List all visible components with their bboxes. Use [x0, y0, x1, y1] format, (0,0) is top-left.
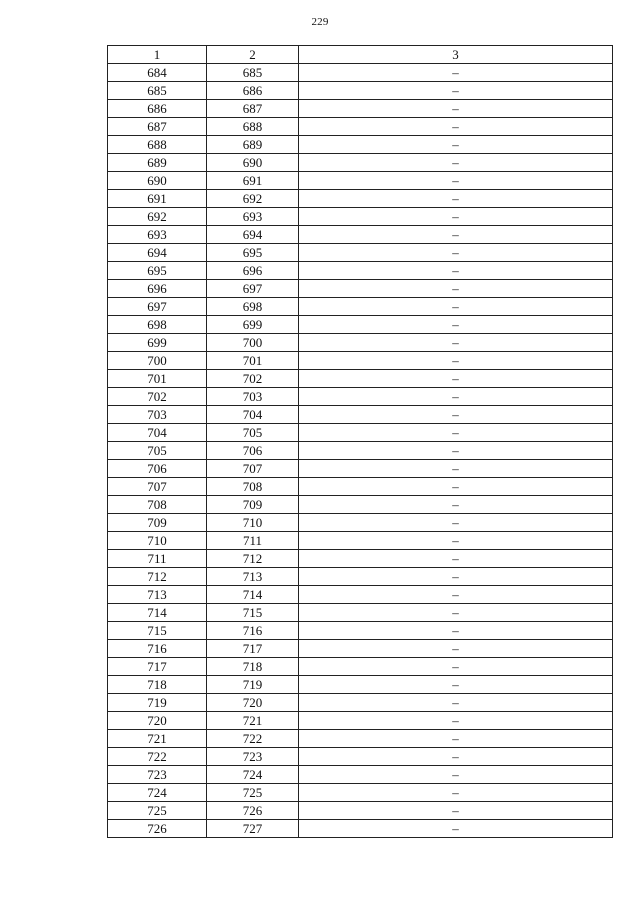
table-cell-col-1: 704 [108, 424, 207, 442]
table-cell-col-3: – [299, 748, 613, 766]
table-cell-col-2: 710 [207, 514, 299, 532]
table-cell-col-1: 686 [108, 100, 207, 118]
table-row [108, 388, 613, 406]
table-cell-col-3: – [299, 154, 613, 172]
table-cell-col-2: 699 [207, 316, 299, 334]
table-cell-col-1: 719 [108, 694, 207, 712]
table-cell-col-1: 717 [108, 658, 207, 676]
column-header-1: 1 [108, 46, 207, 64]
table-row [108, 820, 613, 838]
table-cell-col-2: 706 [207, 442, 299, 460]
table-cell-col-2: 725 [207, 784, 299, 802]
table-row [108, 298, 613, 316]
table-row [108, 604, 613, 622]
page-number: 229 [311, 16, 329, 28]
table-row [108, 100, 613, 118]
table-cell-col-3: – [299, 802, 613, 820]
table-cell-col-2: 720 [207, 694, 299, 712]
table-row [108, 370, 613, 388]
table-cell-col-3: – [299, 388, 613, 406]
table-cell-col-3: – [299, 262, 613, 280]
table-row [108, 586, 613, 604]
table-cell-col-2: 689 [207, 136, 299, 154]
table-cell-col-2: 690 [207, 154, 299, 172]
table-cell-col-2: 693 [207, 208, 299, 226]
table-cell-col-1: 725 [108, 802, 207, 820]
table-cell-col-1: 705 [108, 442, 207, 460]
table-cell-col-3: – [299, 406, 613, 424]
table-cell-col-3: – [299, 82, 613, 100]
table-cell-col-2: 713 [207, 568, 299, 586]
table-row [108, 316, 613, 334]
table-row [108, 658, 613, 676]
table-row [108, 208, 613, 226]
table-cell-col-1: 701 [108, 370, 207, 388]
table-cell-col-3: – [299, 136, 613, 154]
table-cell-col-1: 715 [108, 622, 207, 640]
header-row [108, 46, 613, 64]
table-cell-col-1: 713 [108, 586, 207, 604]
table-cell-col-2: 723 [207, 748, 299, 766]
table-cell-col-2: 692 [207, 190, 299, 208]
table-row [108, 622, 613, 640]
table-cell-col-3: – [299, 676, 613, 694]
table-cell-col-2: 688 [207, 118, 299, 136]
table-cell-col-3: – [299, 298, 613, 316]
table-cell-col-2: 727 [207, 820, 299, 838]
table-cell-col-3: – [299, 712, 613, 730]
table-cell-col-1: 726 [108, 820, 207, 838]
table-cell-col-3: – [299, 820, 613, 838]
table-cell-col-3: – [299, 478, 613, 496]
table-cell-col-1: 684 [108, 64, 207, 82]
table-row [108, 532, 613, 550]
table-cell-col-2: 695 [207, 244, 299, 262]
table-cell-col-3: – [299, 334, 613, 352]
table-cell-col-1: 709 [108, 514, 207, 532]
table-cell-col-1: 708 [108, 496, 207, 514]
table-cell-col-1: 716 [108, 640, 207, 658]
table-row [108, 640, 613, 658]
table-cell-col-1: 687 [108, 118, 207, 136]
table-cell-col-1: 696 [108, 280, 207, 298]
table-cell-col-1: 695 [108, 262, 207, 280]
table-row [108, 226, 613, 244]
table-cell-col-3: – [299, 586, 613, 604]
table-cell-col-2: 712 [207, 550, 299, 568]
table-cell-col-1: 722 [108, 748, 207, 766]
table-cell-col-1: 693 [108, 226, 207, 244]
table-row [108, 64, 613, 82]
table-row [108, 244, 613, 262]
table-cell-col-2: 726 [207, 802, 299, 820]
table-cell-col-1: 699 [108, 334, 207, 352]
table-row [108, 676, 613, 694]
table-cell-col-3: – [299, 172, 613, 190]
table-cell-col-3: – [299, 226, 613, 244]
table-cell-col-2: 721 [207, 712, 299, 730]
table-cell-col-3: – [299, 514, 613, 532]
table-row [108, 496, 613, 514]
table-cell-col-2: 685 [207, 64, 299, 82]
table-row [108, 334, 613, 352]
table-cell-col-1: 711 [108, 550, 207, 568]
table-cell-col-2: 716 [207, 622, 299, 640]
table-row [108, 262, 613, 280]
table-cell-col-3: – [299, 424, 613, 442]
table-row [108, 82, 613, 100]
table-cell-col-3: – [299, 622, 613, 640]
table-cell-col-2: 702 [207, 370, 299, 388]
table-row [108, 406, 613, 424]
table-cell-col-3: – [299, 658, 613, 676]
table-cell-col-3: – [299, 784, 613, 802]
column-header-2: 2 [207, 46, 299, 64]
table-cell-col-1: 702 [108, 388, 207, 406]
table-cell-col-2: 724 [207, 766, 299, 784]
table-row [108, 118, 613, 136]
table-cell-col-3: – [299, 550, 613, 568]
table-cell-col-2: 707 [207, 460, 299, 478]
table-row [108, 190, 613, 208]
table-cell-col-2: 698 [207, 298, 299, 316]
table-row [108, 514, 613, 532]
table-cell-col-3: – [299, 766, 613, 784]
table-cell-col-1: 707 [108, 478, 207, 496]
table-cell-col-1: 706 [108, 460, 207, 478]
table-row [108, 460, 613, 478]
table-cell-col-3: – [299, 118, 613, 136]
table-cell-col-3: – [299, 316, 613, 334]
table-row [108, 136, 613, 154]
table-cell-col-3: – [299, 64, 613, 82]
table-cell-col-1: 724 [108, 784, 207, 802]
table-cell-col-2: 687 [207, 100, 299, 118]
table-cell-col-1: 712 [108, 568, 207, 586]
table-row [108, 550, 613, 568]
table-row [108, 694, 613, 712]
table-row [108, 568, 613, 586]
table-cell-col-2: 686 [207, 82, 299, 100]
table-cell-col-2: 704 [207, 406, 299, 424]
table-cell-col-3: – [299, 208, 613, 226]
table-cell-col-1: 697 [108, 298, 207, 316]
table-cell-col-1: 723 [108, 766, 207, 784]
table-row [108, 802, 613, 820]
table-row [108, 784, 613, 802]
table-cell-col-3: – [299, 694, 613, 712]
table-cell-col-2: 708 [207, 478, 299, 496]
table-cell-col-3: – [299, 460, 613, 478]
table-cell-col-2: 705 [207, 424, 299, 442]
column-header-3: 3 [299, 46, 613, 64]
table-cell-col-3: – [299, 352, 613, 370]
table-row [108, 730, 613, 748]
table-cell-col-1: 721 [108, 730, 207, 748]
table-row [108, 352, 613, 370]
table-cell-col-2: 718 [207, 658, 299, 676]
table-cell-col-2: 691 [207, 172, 299, 190]
table-row [108, 478, 613, 496]
table-cell-col-2: 697 [207, 280, 299, 298]
table-cell-col-2: 701 [207, 352, 299, 370]
table-row [108, 280, 613, 298]
table-cell-col-3: – [299, 442, 613, 460]
table-cell-col-2: 696 [207, 262, 299, 280]
table-cell-col-3: – [299, 640, 613, 658]
table-cell-col-1: 691 [108, 190, 207, 208]
table-row [108, 424, 613, 442]
table-cell-col-2: 719 [207, 676, 299, 694]
table-cell-col-1: 714 [108, 604, 207, 622]
table-cell-col-2: 715 [207, 604, 299, 622]
table-cell-col-1: 688 [108, 136, 207, 154]
table-cell-col-1: 710 [108, 532, 207, 550]
table-row [108, 712, 613, 730]
table-cell-col-1: 720 [108, 712, 207, 730]
table-cell-col-2: 694 [207, 226, 299, 244]
table-cell-col-1: 690 [108, 172, 207, 190]
table-cell-col-3: – [299, 280, 613, 298]
table-cell-col-2: 717 [207, 640, 299, 658]
table-body [108, 64, 613, 838]
table-row [108, 766, 613, 784]
table-cell-col-1: 692 [108, 208, 207, 226]
table-cell-col-3: – [299, 190, 613, 208]
table-cell-col-1: 700 [108, 352, 207, 370]
data-table [107, 45, 613, 838]
table-cell-col-2: 703 [207, 388, 299, 406]
table-cell-col-1: 694 [108, 244, 207, 262]
table-cell-col-1: 689 [108, 154, 207, 172]
table-cell-col-3: – [299, 496, 613, 514]
table-cell-col-2: 709 [207, 496, 299, 514]
table-row [108, 154, 613, 172]
table-cell-col-2: 722 [207, 730, 299, 748]
table-row [108, 172, 613, 190]
table-cell-col-2: 700 [207, 334, 299, 352]
table-header [108, 46, 613, 64]
table-cell-col-3: – [299, 370, 613, 388]
table-cell-col-1: 718 [108, 676, 207, 694]
table-row [108, 748, 613, 766]
table-cell-col-1: 703 [108, 406, 207, 424]
table-cell-col-3: – [299, 100, 613, 118]
table-cell-col-3: – [299, 568, 613, 586]
table-cell-col-2: 711 [207, 532, 299, 550]
table-cell-col-3: – [299, 730, 613, 748]
table-cell-col-3: – [299, 604, 613, 622]
table-cell-col-1: 698 [108, 316, 207, 334]
table-cell-col-3: – [299, 244, 613, 262]
table-cell-col-2: 714 [207, 586, 299, 604]
table-cell-col-1: 685 [108, 82, 207, 100]
table-row [108, 442, 613, 460]
table-cell-col-3: – [299, 532, 613, 550]
